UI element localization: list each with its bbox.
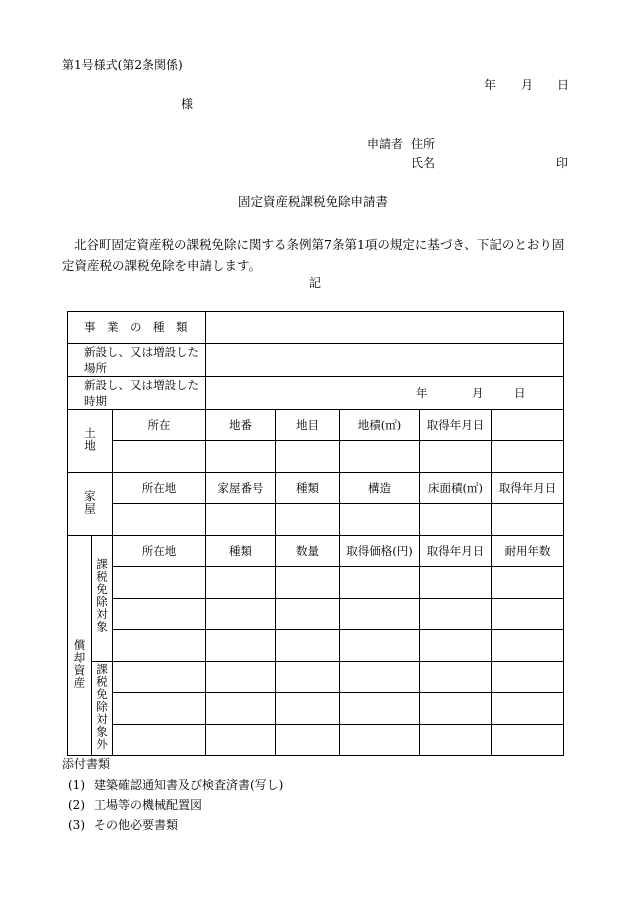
non-exempt-data-row [68,724,564,756]
depreciable-header-cell: 取得価格(円) [340,535,420,567]
land-header-cell: 地目 [276,409,340,441]
non-exempt-cell[interactable] [420,693,492,725]
non-exempt-data-row [68,661,564,693]
land-cell[interactable] [206,441,276,473]
non-exempt-cell[interactable] [492,724,564,756]
attachment-text: 工場等の機械配置図 [94,798,203,812]
house-header-cell: 床面積(㎡) [420,472,492,504]
non-exempt-cell[interactable] [276,724,340,756]
application-table [67,311,564,756]
time-day-label: 日 [514,385,526,400]
non-exempt-cell[interactable] [113,693,206,725]
exempt-label: 課税免除対象 [95,557,109,633]
attachment-number: (1) [68,778,85,792]
house-data-row [68,504,564,536]
land-cell[interactable] [113,441,206,473]
body-paragraph: 北谷町固定資産税の課税免除に関する条例第7条第1項の規定に基づき、下記のとおり固定資産税の課税免除を申請します。 [62,237,565,273]
exempt-cell[interactable] [492,630,564,662]
non-exempt-cell[interactable] [420,724,492,756]
house-cell[interactable] [113,504,206,536]
exempt-label-cell [92,535,113,661]
non-exempt-cell[interactable] [276,661,340,693]
exempt-data-row [68,598,564,630]
depreciable-header-row [68,535,564,567]
exempt-cell[interactable] [340,630,420,662]
business-type-field[interactable] [206,312,564,344]
house-cell[interactable] [420,504,492,536]
non-exempt-cell[interactable] [420,661,492,693]
land-label-cell [68,409,113,472]
exempt-data-row [68,630,564,662]
attachment-item [68,779,283,791]
exempt-cell[interactable] [420,630,492,662]
house-cell[interactable] [492,504,564,536]
attachment-item [68,819,178,831]
non-exempt-cell[interactable] [206,724,276,756]
non-exempt-label: 課税免除対象外 [95,663,109,751]
house-label-cell [68,472,113,535]
exempt-cell[interactable] [113,630,206,662]
land-header-row [68,409,564,441]
business-type-label: 事 業 の 種 類 [68,312,206,344]
exempt-cell[interactable] [113,567,206,599]
non-exempt-cell[interactable] [113,724,206,756]
land-header-cell [492,409,564,441]
time-label: 新設し、又は増設した時期 [68,376,206,409]
land-cell[interactable] [340,441,420,473]
applicant-label: 申請者 [367,137,404,151]
land-data-row [68,441,564,473]
depreciable-label: 償却資産 [72,638,87,689]
exempt-cell[interactable] [206,598,276,630]
attachment-number: (2) [68,798,85,812]
depreciable-header-cell: 耐用年数 [492,535,564,567]
house-header-cell: 取得年月日 [492,472,564,504]
addressee-suffix: 様 [181,97,194,111]
form-number: 第1号様式(第2条関係) [62,58,183,72]
land-cell[interactable] [276,441,340,473]
land-label: 土地 [83,426,97,452]
seal-mark: 印 [556,156,569,170]
non-exempt-data-row [68,693,564,725]
house-header-cell: 構造 [340,472,420,504]
exempt-cell[interactable] [492,598,564,630]
exempt-cell[interactable] [276,567,340,599]
time-month-label: 月 [472,385,484,400]
location-field[interactable] [206,343,564,376]
exempt-cell[interactable] [113,598,206,630]
exempt-cell[interactable] [276,598,340,630]
date-year-label: 年 [484,78,497,92]
time-row [68,376,564,409]
attachments-title: 添付書類 [62,757,111,771]
applicant-name-label: 氏名 [411,156,436,170]
land-header-cell: 取得年月日 [420,409,492,441]
land-cell[interactable] [492,441,564,473]
non-exempt-cell[interactable] [492,693,564,725]
land-header-cell: 所在 [113,409,206,441]
exempt-cell[interactable] [206,567,276,599]
exempt-cell[interactable] [420,598,492,630]
house-header-cell: 家屋番号 [206,472,276,504]
attachment-number: (3) [68,818,85,832]
non-exempt-cell[interactable] [206,693,276,725]
exempt-cell[interactable] [420,567,492,599]
exempt-cell[interactable] [340,598,420,630]
non-exempt-cell[interactable] [206,661,276,693]
depreciable-header-cell: 取得年月日 [420,535,492,567]
non-exempt-label-cell [92,661,113,756]
date-month-label: 月 [521,78,534,92]
house-cell[interactable] [206,504,276,536]
date-day-label: 日 [557,78,570,92]
depreciable-header-cell: 数量 [276,535,340,567]
non-exempt-cell[interactable] [276,693,340,725]
house-cell[interactable] [340,504,420,536]
document-title: 固定資産税課税免除申請書 [238,194,389,209]
non-exempt-cell[interactable] [340,724,420,756]
house-label: 家屋 [83,489,97,515]
attachment-text: 建築確認通知書及び検査済書(写し) [94,778,284,792]
non-exempt-cell[interactable] [340,661,420,693]
land-header-cell: 地番 [206,409,276,441]
land-cell[interactable] [420,441,492,473]
ki-label: 記 [309,276,322,290]
business-type-row [68,312,564,344]
house-header-cell: 種類 [276,472,340,504]
exempt-cell[interactable] [206,630,276,662]
non-exempt-cell[interactable] [113,661,206,693]
house-header-cell: 所在地 [113,472,206,504]
non-exempt-cell[interactable] [340,693,420,725]
land-header-cell: 地積(㎡) [340,409,420,441]
location-label: 新設し、又は増設した場所 [68,343,206,376]
attachment-text: その他必要書類 [94,818,179,832]
exempt-cell[interactable] [276,630,340,662]
depreciable-label-cell [68,535,92,756]
applicant-address-label: 住所 [411,137,436,151]
time-year-label: 年 [416,385,428,400]
exempt-cell[interactable] [340,567,420,599]
time-field[interactable] [206,376,564,409]
house-header-row [68,472,564,504]
depreciable-header-cell: 所在地 [113,535,206,567]
location-row [68,343,564,376]
non-exempt-cell[interactable] [492,661,564,693]
attachment-item [68,799,202,811]
depreciable-header-cell: 種類 [206,535,276,567]
house-cell[interactable] [276,504,340,536]
exempt-cell[interactable] [492,567,564,599]
exempt-data-row [68,567,564,599]
